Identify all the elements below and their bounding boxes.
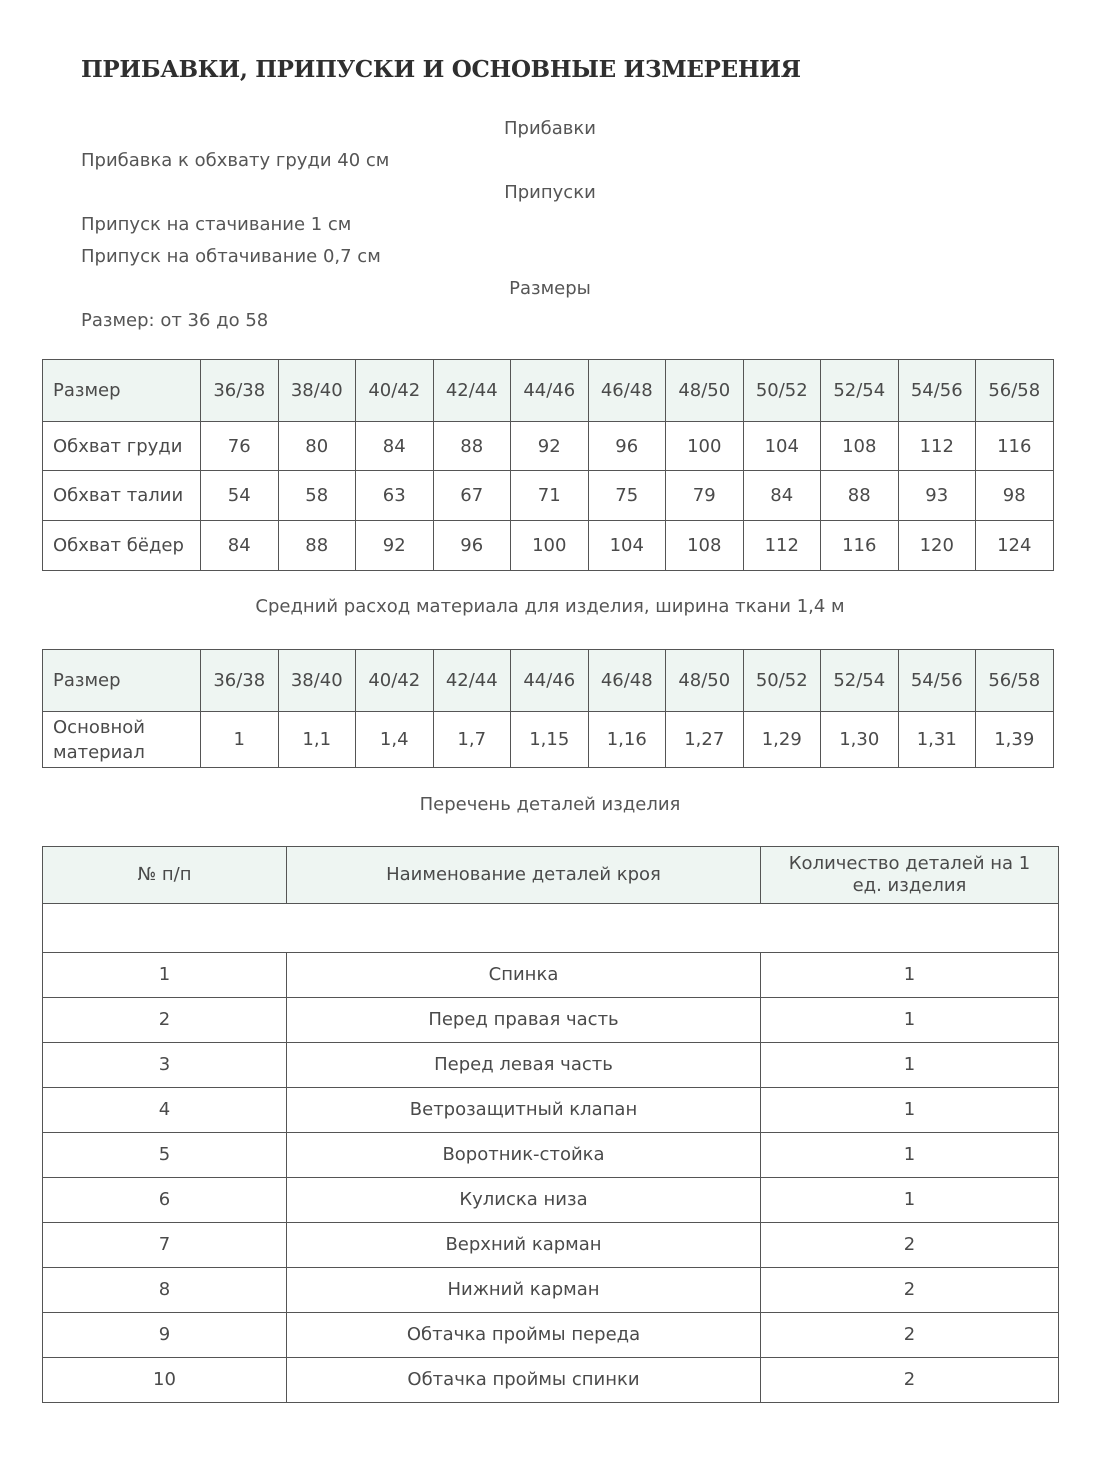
part-number: 9 [43, 1313, 287, 1358]
size-header-cell: 50/52 [743, 360, 821, 422]
part-name: Обтачка проймы спинки [287, 1358, 761, 1403]
size-header-cell: 38/40 [278, 650, 356, 712]
table-cell: 75 [588, 471, 666, 521]
parts-header-row [43, 847, 1059, 904]
page-title: ПРИБАВКИ, ПРИПУСКИ И ОСНОВНЫЕ ИЗМЕРЕНИЯ [81, 56, 801, 83]
size-header-cell: 44/46 [511, 650, 589, 712]
table-cell: 88 [433, 422, 511, 471]
table-cell: 84 [201, 521, 279, 571]
table-cell: 98 [976, 471, 1054, 521]
table-cell: 1,16 [588, 712, 666, 768]
table-cell: 96 [588, 422, 666, 471]
empty-cell [43, 904, 1059, 953]
table-cell: 124 [976, 521, 1054, 571]
main-material-label-line1: Основной [53, 716, 145, 738]
table-cell: 58 [278, 471, 356, 521]
table-row [43, 998, 1059, 1043]
part-qty: 1 [761, 1133, 1059, 1178]
table-row [43, 1358, 1059, 1403]
table-row [43, 1043, 1059, 1088]
table-cell: 1,39 [976, 712, 1054, 768]
table-cell: 116 [821, 521, 899, 571]
size-header-cell: 54/56 [898, 650, 976, 712]
part-qty: 2 [761, 1223, 1059, 1268]
table-cell: 1,27 [666, 712, 744, 768]
table-cell: 92 [511, 422, 589, 471]
size-header-cell: 40/42 [356, 360, 434, 422]
table-cell: 108 [821, 422, 899, 471]
table-cell: 1,30 [821, 712, 899, 768]
table-cell: 1,29 [743, 712, 821, 768]
measurements-table [42, 359, 1054, 571]
part-qty: 1 [761, 998, 1059, 1043]
table-cell: 63 [356, 471, 434, 521]
part-name: Ветрозащитный клапан [287, 1088, 761, 1133]
part-qty: 1 [761, 1043, 1059, 1088]
bust-row-label: Обхват груди [43, 422, 201, 471]
main-material-row [43, 712, 1054, 768]
part-number: 3 [43, 1043, 287, 1088]
size-header-cell: 52/54 [821, 650, 899, 712]
table-cell: 1,1 [278, 712, 356, 768]
measurements-header-label: Размер [43, 360, 201, 422]
size-header-cell: 46/48 [588, 650, 666, 712]
table-cell: 96 [433, 521, 511, 571]
material-table [42, 649, 1054, 768]
part-qty: 2 [761, 1358, 1059, 1403]
part-number: 5 [43, 1133, 287, 1178]
table-cell: 84 [356, 422, 434, 471]
table-cell: 80 [278, 422, 356, 471]
part-name: Обтачка проймы переда [287, 1313, 761, 1358]
waist-row-label: Обхват талии [43, 471, 201, 521]
table-cell: 120 [898, 521, 976, 571]
table-row [43, 1088, 1059, 1133]
part-name: Перед правая часть [287, 998, 761, 1043]
hips-row-label: Обхват бёдер [43, 521, 201, 571]
size-header-cell: 38/40 [278, 360, 356, 422]
measurements-header-row [43, 360, 1054, 422]
size-header-cell: 48/50 [666, 360, 744, 422]
table-cell: 1,7 [433, 712, 511, 768]
table-row [43, 953, 1059, 998]
size-header-cell: 42/44 [433, 360, 511, 422]
part-name: Спинка [287, 953, 761, 998]
table-cell: 1,4 [356, 712, 434, 768]
part-name: Воротник-стойка [287, 1133, 761, 1178]
material-heading: Средний расход материала для изделия, ширина ткани 1,4 м [255, 596, 845, 617]
bust-row [43, 422, 1054, 471]
table-cell: 88 [821, 471, 899, 521]
col-name-header: Наименование деталей кроя [287, 847, 761, 904]
table-cell: 92 [356, 521, 434, 571]
empty-row [43, 904, 1059, 953]
table-cell: 54 [201, 471, 279, 521]
table-cell: 116 [976, 422, 1054, 471]
table-cell: 84 [743, 471, 821, 521]
size-header-cell: 40/42 [356, 650, 434, 712]
table-cell: 1 [201, 712, 279, 768]
table-cell: 112 [743, 521, 821, 571]
part-number: 4 [43, 1088, 287, 1133]
part-qty: 2 [761, 1268, 1059, 1313]
table-cell: 100 [666, 422, 744, 471]
allowances-heading: Прибавки [504, 118, 596, 139]
part-qty: 2 [761, 1313, 1059, 1358]
part-number: 2 [43, 998, 287, 1043]
col-qty-header-line2: ед. изделия [852, 875, 967, 896]
table-cell: 108 [666, 521, 744, 571]
part-name: Верхний карман [287, 1223, 761, 1268]
part-name: Перед левая часть [287, 1043, 761, 1088]
table-cell: 104 [588, 521, 666, 571]
table-cell: 1,15 [511, 712, 589, 768]
size-header-cell: 44/46 [511, 360, 589, 422]
table-cell: 88 [278, 521, 356, 571]
part-name: Кулиска низа [287, 1178, 761, 1223]
size-header-cell: 36/38 [201, 650, 279, 712]
table-row [43, 1313, 1059, 1358]
material-header-row [43, 650, 1054, 712]
main-material-label [43, 712, 201, 768]
size-header-cell: 42/44 [433, 650, 511, 712]
parts-heading: Перечень деталей изделия [419, 794, 681, 815]
part-number: 6 [43, 1178, 287, 1223]
part-qty: 1 [761, 1088, 1059, 1133]
size-range-text: Размер: от 36 до 58 [81, 310, 269, 331]
size-header-cell: 46/48 [588, 360, 666, 422]
table-cell: 100 [511, 521, 589, 571]
parts-table [42, 846, 1059, 1403]
part-name: Нижний карман [287, 1268, 761, 1313]
seam-facing-text: Припуск на обтачивание 0,7 см [81, 246, 381, 267]
part-number: 8 [43, 1268, 287, 1313]
part-number: 10 [43, 1358, 287, 1403]
col-qty-header-line1: Количество деталей на 1 [788, 853, 1031, 874]
size-header-cell: 52/54 [821, 360, 899, 422]
table-row [43, 1133, 1059, 1178]
seams-heading: Припуски [504, 182, 596, 203]
col-number-header: № п/п [43, 847, 287, 904]
size-header-cell: 56/58 [976, 650, 1054, 712]
table-cell: 67 [433, 471, 511, 521]
table-cell: 76 [201, 422, 279, 471]
size-header-cell: 54/56 [898, 360, 976, 422]
hips-row [43, 521, 1054, 571]
table-cell: 1,31 [898, 712, 976, 768]
sizes-heading: Размеры [509, 278, 591, 299]
seam-stitching-text: Припуск на стачивание 1 см [81, 214, 352, 235]
allowance-bust-text: Прибавка к обхвату груди 40 см [81, 150, 390, 171]
part-qty: 1 [761, 1178, 1059, 1223]
table-cell: 71 [511, 471, 589, 521]
size-header-cell: 36/38 [201, 360, 279, 422]
main-material-label-line2: материал [53, 741, 145, 763]
material-header-label: Размер [43, 650, 201, 712]
size-header-cell: 48/50 [666, 650, 744, 712]
part-number: 1 [43, 953, 287, 998]
table-row [43, 1223, 1059, 1268]
size-header-cell: 50/52 [743, 650, 821, 712]
table-cell: 104 [743, 422, 821, 471]
part-number: 7 [43, 1223, 287, 1268]
table-cell: 112 [898, 422, 976, 471]
part-qty: 1 [761, 953, 1059, 998]
col-qty-header [761, 847, 1059, 904]
size-header-cell: 56/58 [976, 360, 1054, 422]
waist-row [43, 471, 1054, 521]
table-row [43, 1178, 1059, 1223]
table-cell: 79 [666, 471, 744, 521]
table-row [43, 1268, 1059, 1313]
table-cell: 93 [898, 471, 976, 521]
